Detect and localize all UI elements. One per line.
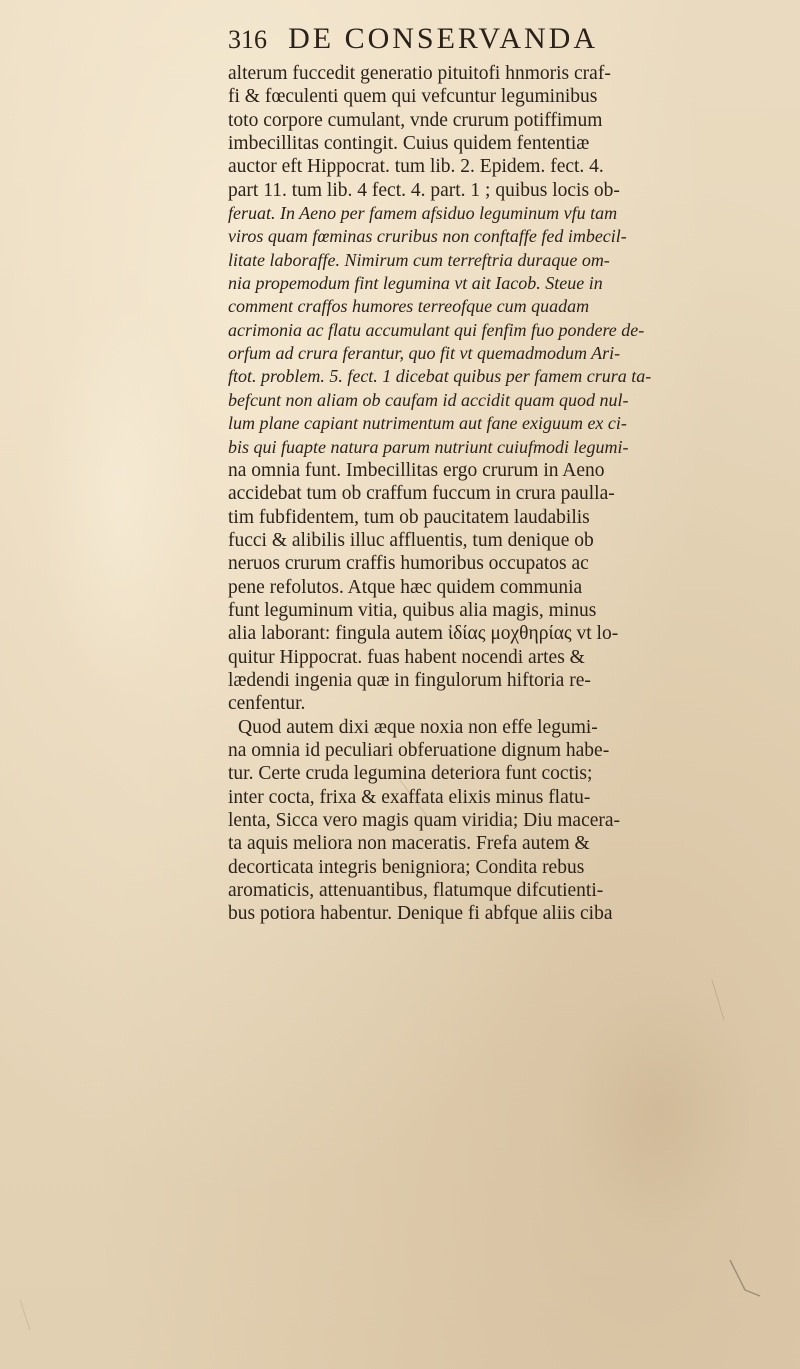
- text-line: auctor eft Hippocrat. tum lib. 2. Epidem. fect. 4.: [228, 156, 604, 178]
- text-line: acrimonia ac flatu accumulant qui fenfim fuo pondere de-: [228, 319, 645, 340]
- paper-stain: [560, 980, 760, 1240]
- text-line: fi & fœculenti quem qui vefcuntur leguminibus: [228, 86, 598, 108]
- text-line: tim fubfidentem, tum ob paucitatem laudabilis: [228, 506, 590, 528]
- text-line: accidebat tum ob craffum fuccum in crura paulla-: [228, 483, 615, 505]
- text-line: befcunt non aliam ob caufam id accidit quam quod nul-: [228, 389, 629, 410]
- text-line: cenfentur.: [228, 693, 306, 715]
- text-line: toto corpore cumulant, vnde crurum potiffimum: [228, 109, 603, 131]
- running-head: DE CONSERVANDA: [288, 22, 598, 55]
- text-line: orfum ad crura ferantur, quo fit vt quemadmodum Ari-: [228, 343, 621, 364]
- text-line: decorticata integris benigniora; Condita rebus: [228, 856, 585, 878]
- page-number: 316: [228, 25, 267, 54]
- text-line: bus potiora habentur. Denique fi abfque aliis ciba: [228, 903, 613, 925]
- text-line: inter cocta, frixa & exaffata elixis minus flatu-: [228, 786, 591, 808]
- text-line: ta aquis meliora non maceratis. Frefa autem &: [228, 833, 590, 855]
- text-line: alterum fuccedit generatio pituitofi hnmoris craf-: [228, 63, 611, 84]
- text-line: part 11. tum lib. 4 fect. 4. part. 1 ; quibus locis ob-: [228, 179, 620, 201]
- text-line: lenta, Sicca vero magis quam viridia; Diu macera-: [228, 810, 621, 831]
- text-line: lædendi ingenia quæ in fingulorum hiftoria re-: [228, 669, 591, 691]
- text-line: aromaticis, attenuantibus, flatumque difcutienti-: [228, 880, 604, 902]
- text-line: nia propemodum fint legumina vt ait Iacob. Steue in: [228, 273, 603, 294]
- text-line: neruos crurum craffis humoribus occupatos ac: [228, 553, 589, 575]
- text-line: bis qui fuapte natura parum nutriunt cuiufmodi legumi-: [228, 436, 629, 457]
- text-line: na omnia id peculiari obferuatione dignum habe-: [228, 739, 610, 761]
- text-line: litate laboraffe. Nimirum cum terreftria duraque om-: [228, 249, 610, 270]
- text-line: imbecillitas contingit. Cuius quidem fententiæ: [228, 133, 590, 155]
- body-text: [218, 62, 758, 926]
- text-line: na omnia funt. Imbecillitas ergo crurum in Aeno: [228, 459, 605, 481]
- text-line: tur. Certe cruda legumina deteriora funt coctis;: [228, 763, 593, 785]
- text-line: ftot. problem. 5. fect. 1 dicebat quibus per famem crura ta-: [228, 366, 652, 387]
- paper-stain: [40, 300, 200, 700]
- text-line: viros quam fœminas cruribus non conftaffe fed imbecil-: [228, 226, 627, 247]
- page-header: [228, 22, 728, 62]
- text-line: Quod autem dixi æque noxia non effe legumi-: [238, 716, 598, 738]
- text-line: fucci & alibilis illuc affluentis, tum denique ob: [228, 529, 594, 551]
- text-line: alia laborant: fingula autem ἰδίας μοχθηρίας vt lo-: [228, 623, 619, 645]
- text-line: feruat. In Aeno per famem afsiduo leguminum vfu tam: [228, 203, 618, 224]
- text-line: comment craffos humores terreofque cum quadam: [228, 296, 590, 317]
- text-line: pene refolutos. Atque hæc quidem communia: [228, 576, 583, 598]
- text-line: quitur Hippocrat. fuas habent nocendi artes &: [228, 646, 585, 668]
- text-line: funt leguminum vitia, quibus alia magis, minus: [228, 599, 597, 621]
- text-line: lum plane capiant nutrimentum aut fane exiguum ex ci-: [228, 413, 627, 434]
